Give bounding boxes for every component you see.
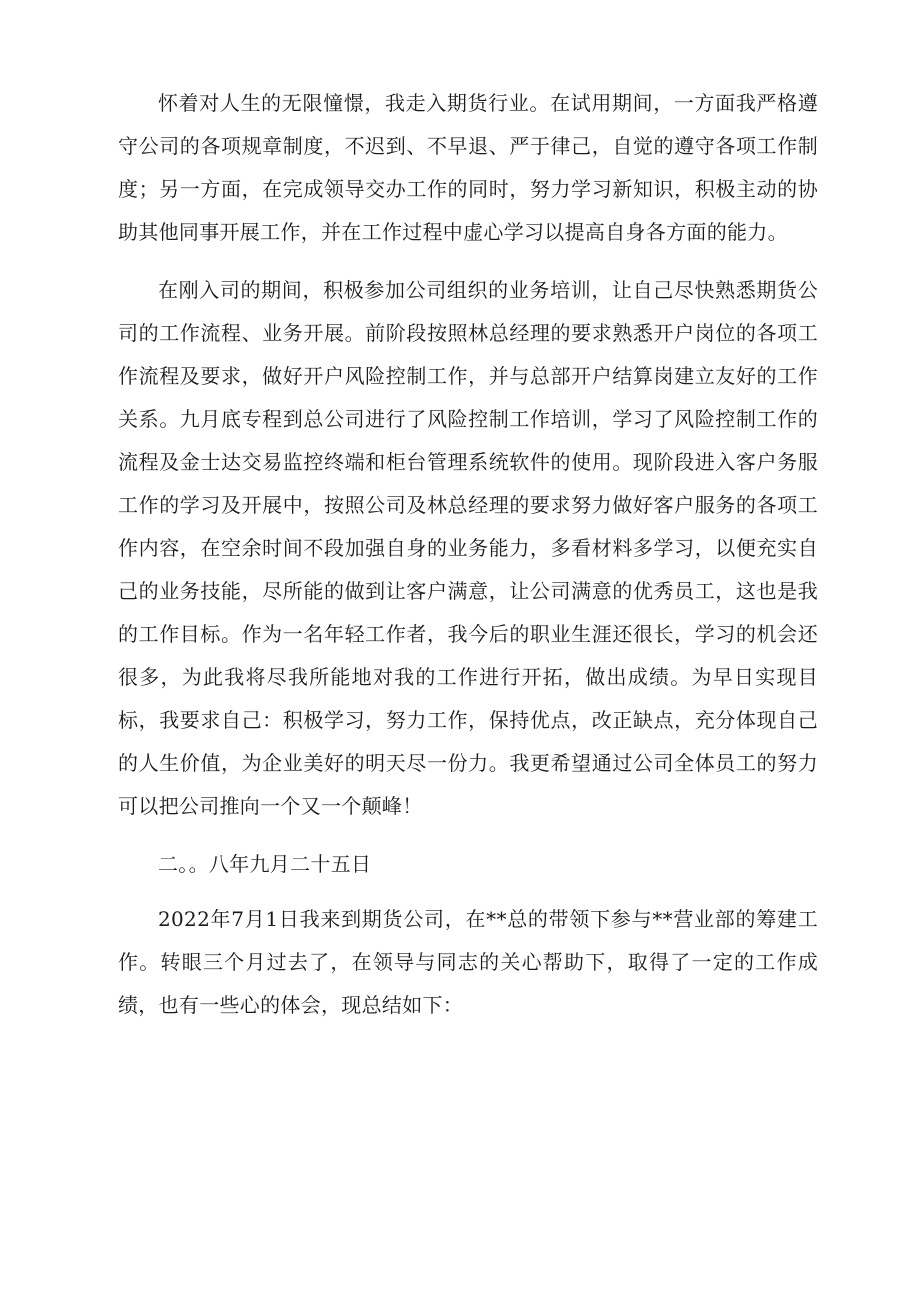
paragraph-work-summary: 在刚入司的期间，积极参加公司组织的业务培训，让自己尽快熟悉期货公司的工作流程、业务开展。前阶段按照林总经理的要求熟悉开户岗位的各项工作流程及要求，做好开户风险控制工作，并与总部开户结算岗建立友好的工作关系。九月底专程到总公司进行了风险控制工作培训，学习了风险控制工作的流程及金士达交易监控终端和柜台管理系统软件的使用。现阶段进入客户务服工作的学习及开展中，按照公司及林总经理的要求努力做好客户服务的各项工作内容，在空余时间不段加强自身的业务能力，多看材料多学习，以便充实自己的业务技能，尽所能的做到让客户满意，让公司满意的优秀员工，这也是我的工作目标。作为一名年轻工作者，我今后的职业生涯还很长，学习的机会还很多，为此我将尽我所能地对我的工作进行开拓，做出成绩。为早日实现目标，我要求自己：积极学习，努力工作，保持优点，改正缺点，充分体现自己的人生价值，为企业美好的明天尽一份力。我更希望通过公司全体员工的努力可以把公司推向一个又一个颠峰！ bbox=[118, 278, 818, 818]
paragraph-intro: 怀着对人生的无限憧憬，我走入期货行业。在试用期间，一方面我严格遵守公司的各项规章制度，不迟到、不早退、严于律己，自觉的遵守各项工作制度；另一方面，在完成领导交办工作的同时，努力学习新知识，积极主动的协助其他同事开展工作，并在工作过程中虚心学习以提高自身各方面的能力。 bbox=[118, 91, 818, 244]
paragraph-summary-intro: 2022年7月1日我来到期货公司，在**总的带领下参与**营业部的筹建工作。转眼三个月过去了，在领导与同志的关心帮助下，取得了一定的工作成绩，也有一些心的体会，现总结如下： bbox=[118, 907, 818, 1017]
paragraph-date-line: 二。。八年九月二十五日 bbox=[158, 852, 372, 876]
document-body bbox=[118, 82, 818, 1027]
